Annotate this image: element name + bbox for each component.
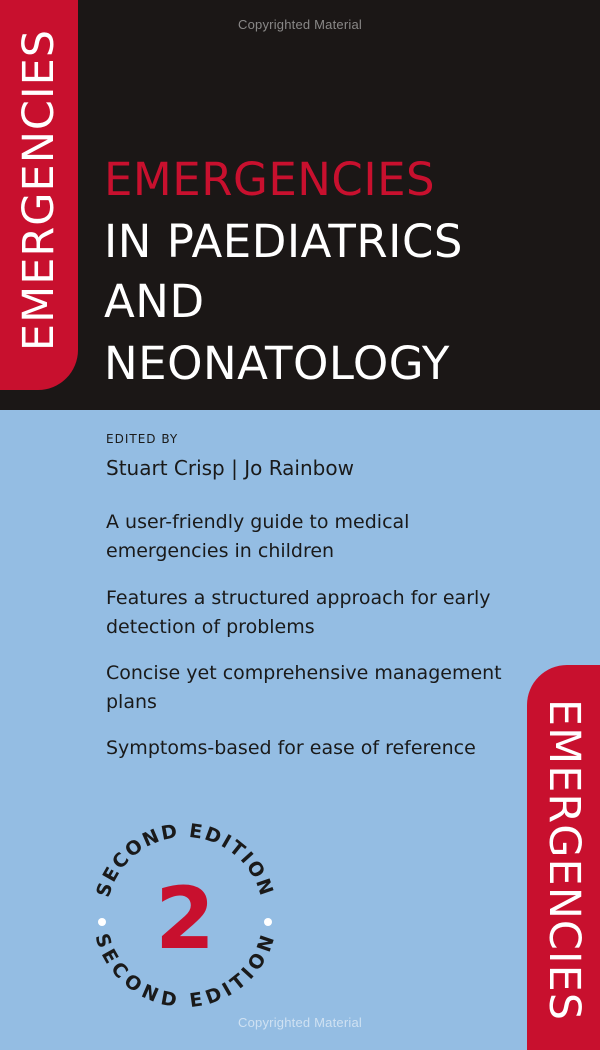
feature-item: Concise yet comprehensive management plans [106, 662, 502, 713]
edition-ring-bottom: SECOND EDITION [90, 930, 280, 1012]
title-line-2: IN PAEDIATRICS [104, 215, 463, 268]
feature-item: Symptoms-based for ease of reference [106, 737, 476, 759]
watermark-top: Copyrighted Material [238, 17, 362, 32]
edition-number: 2 [155, 869, 215, 969]
title-line-1: EMERGENCIES [104, 153, 436, 206]
ring-dot-icon [264, 918, 272, 926]
ring-dot-icon [98, 918, 106, 926]
edition-ring-top: SECOND EDITION [92, 819, 278, 900]
editors: Stuart Crisp | Jo Rainbow [106, 456, 354, 480]
spine-tab-left [0, 0, 78, 390]
feature-item: Features a structured approach for early detection of problems [106, 587, 491, 638]
watermark-bottom: Copyrighted Material [238, 1015, 362, 1030]
title-line-4: NEONATOLOGY [104, 337, 450, 390]
spine-label-right: EMERGENCIES [539, 698, 589, 1022]
spine-tab-right [527, 665, 600, 1050]
edition-badge [85, 815, 285, 1015]
spine-label-left: EMERGENCIES [14, 28, 64, 352]
title-line-3: AND [104, 275, 205, 328]
feature-item: A user-friendly guide to medical emergencies in children [106, 511, 410, 562]
edited-by-label: EDITED BY [106, 432, 179, 446]
